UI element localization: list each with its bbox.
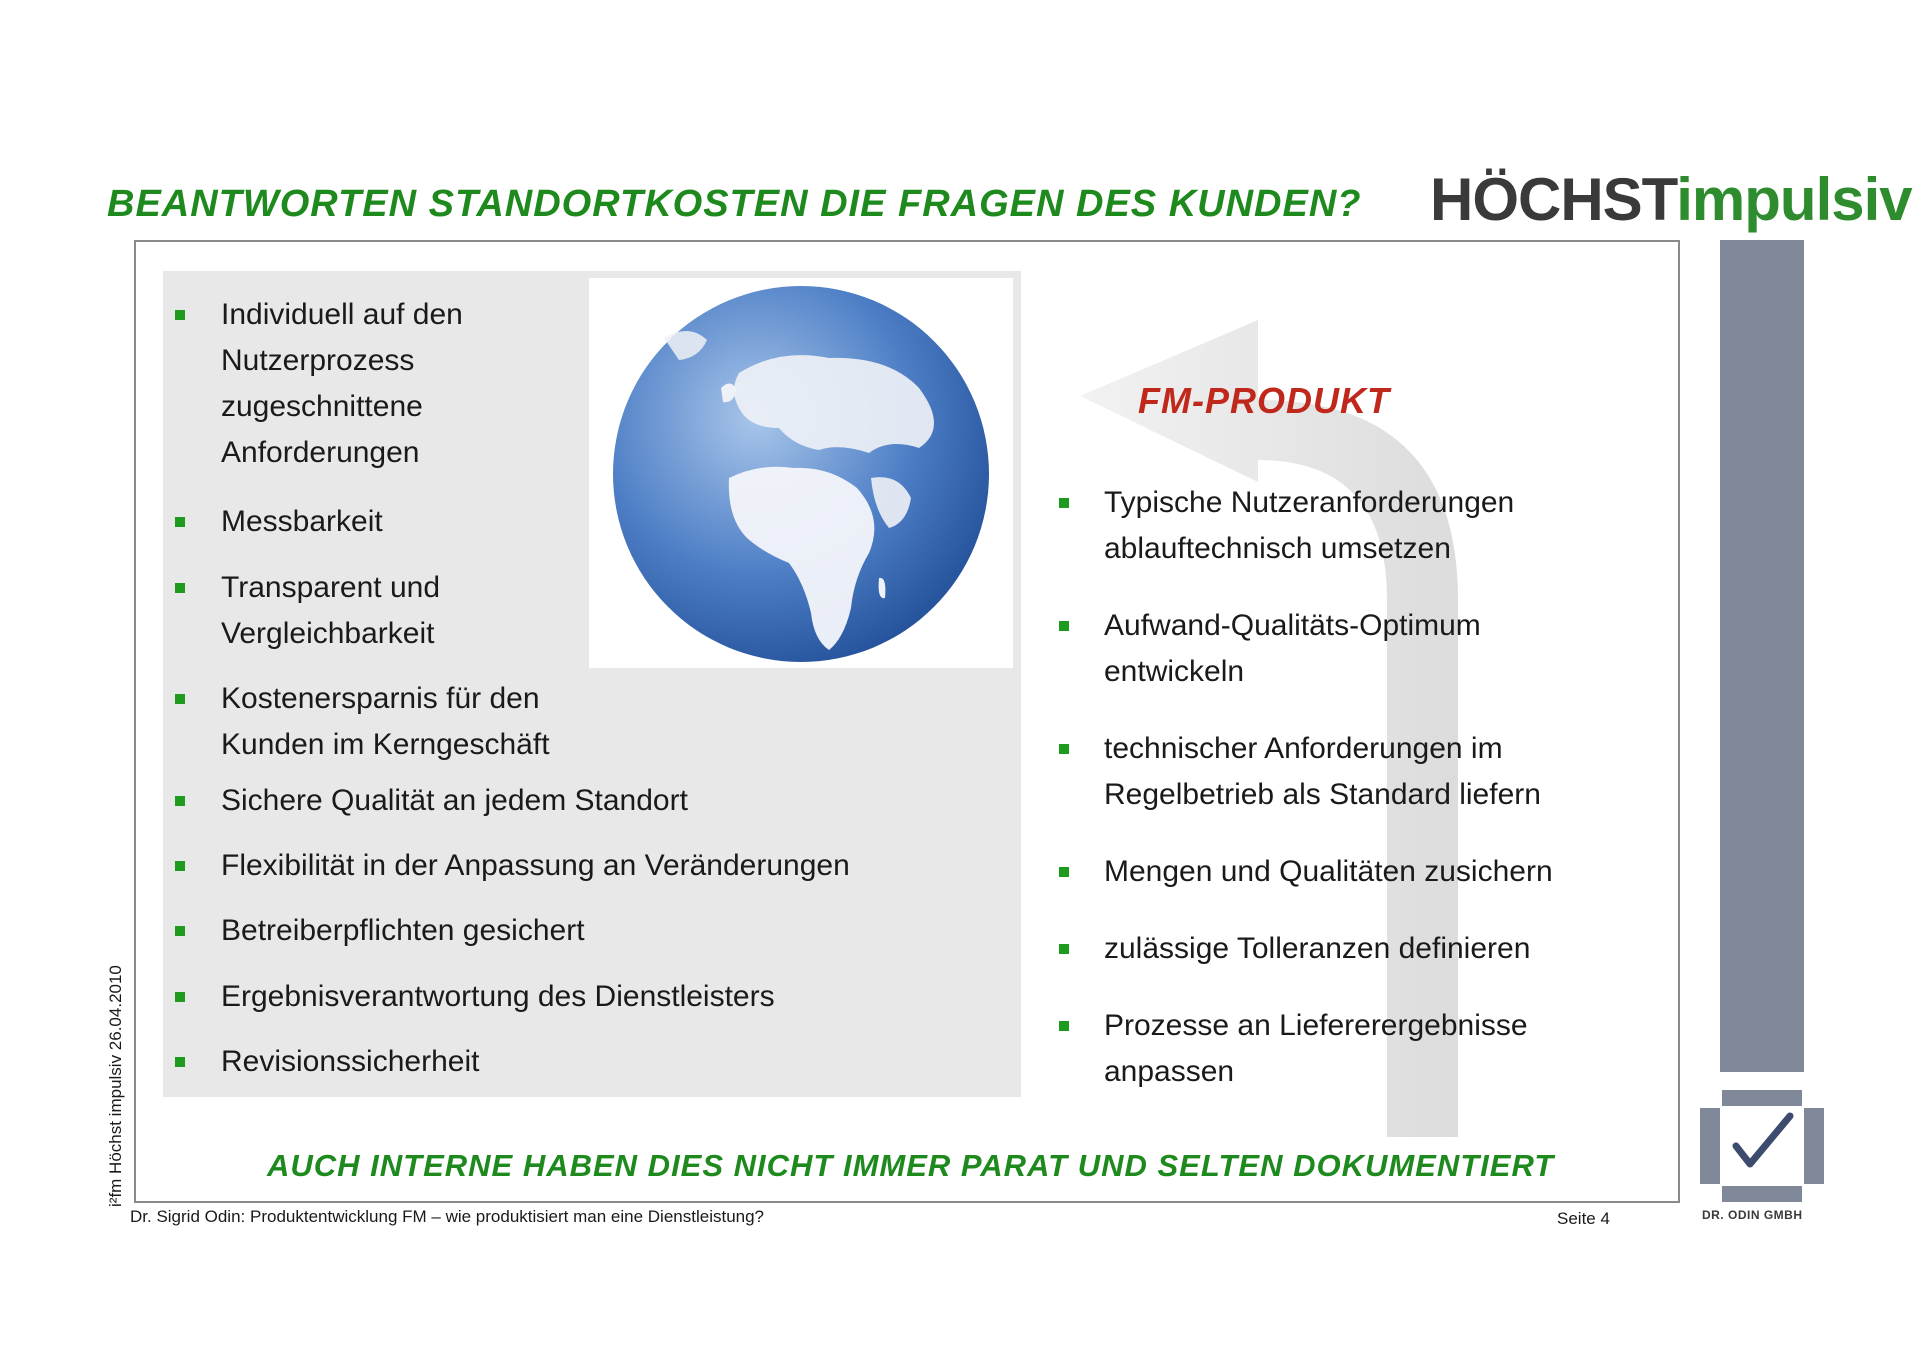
list-item-line: Revisionssicherheit (221, 1045, 480, 1078)
list-item-line: entwickeln (1104, 655, 1245, 688)
company-name: DR. ODIN GMBH (1702, 1208, 1803, 1222)
sidebar-bar (1720, 240, 1804, 1072)
logo-part-impulsiv: impulsiv (1676, 166, 1912, 233)
list-item-line: Ergebnisverantwortung des Dienstleisters (221, 980, 775, 1013)
bullet-square-icon (175, 517, 185, 527)
list-item-line: anpassen (1104, 1055, 1235, 1088)
list-item-line: Sichere Qualität an jedem Standort (221, 784, 688, 817)
page-number: Seite 4 (1557, 1209, 1610, 1228)
bullet-square-icon (175, 583, 185, 593)
list-item-line: Betreiberpflichten gesichert (221, 914, 585, 947)
fm-produkt-label: FM-PRODUKT (1138, 380, 1390, 421)
footer-text: Dr. Sigrid Odin: Produktentwicklung FM – wie produktisiert man eine Dienstleistung? (130, 1207, 765, 1226)
bullet-square-icon (1059, 498, 1069, 508)
bullet-square-icon (175, 992, 185, 1002)
list-item-line: Prozesse an Liefererergebnisse (1104, 1009, 1528, 1042)
bullet-square-icon (1059, 621, 1069, 631)
list-item-line: Mengen und Qualitäten zusichern (1104, 855, 1553, 888)
list-item-line: Nutzerprozess (221, 344, 415, 377)
bullet-square-icon (175, 694, 185, 704)
globe-icon (589, 278, 1013, 668)
list-item-line: Kostenersparnis für den (221, 682, 540, 715)
list-item-line: Aufwand-Qualitäts-Optimum (1104, 609, 1481, 642)
bullet-square-icon (175, 1057, 185, 1067)
list-item-line: Flexibilität in der Anpassung an Veränderungen (221, 849, 850, 882)
list-item-line: Typische Nutzeranforderungen (1104, 486, 1515, 519)
list-item-line: Messbarkeit (221, 505, 383, 538)
checkmark-badge (1700, 1090, 1824, 1202)
list-item-line: Transparent und (221, 571, 441, 604)
list-item-line: ablauftechnisch umsetzen (1104, 532, 1451, 565)
bullet-square-icon (175, 926, 185, 936)
list-item-line: Anforderungen (221, 436, 420, 469)
list-item-line: Individuell auf den (221, 298, 463, 331)
bullet-square-icon (1059, 744, 1069, 754)
globe-image (589, 278, 1013, 668)
list-item-line: Kunden im Kerngeschäft (221, 728, 550, 761)
list-item-line: zugeschnittene (221, 390, 423, 423)
slide-title: BEANTWORTEN STANDORTKOSTEN DIE FRAGEN DES KUNDEN? (107, 183, 1362, 225)
list-item-line: zulässige Tolleranzen definieren (1104, 932, 1531, 965)
list-item-line: technischer Anforderungen im (1104, 732, 1503, 765)
company-logo (1430, 165, 1912, 234)
bullet-square-icon (175, 796, 185, 806)
bullet-square-icon (175, 310, 185, 320)
list-item-line: Regelbetrieb als Standard liefern (1104, 778, 1541, 811)
bullet-square-icon (1059, 867, 1069, 877)
bullet-square-icon (1059, 1021, 1069, 1031)
bullet-square-icon (175, 861, 185, 871)
bottom-statement: AUCH INTERNE HABEN DIES NICHT IMMER PARAT UND SELTEN DOKUMENTIERT (267, 1148, 1555, 1183)
logo-part-hoechst: HÖCHST (1430, 166, 1677, 233)
bullet-square-icon (1059, 944, 1069, 954)
vertical-date-label: i²fm Höchst impulsiv 26.04.2010 (106, 965, 125, 1207)
list-item-line: Vergleichbarkeit (221, 617, 435, 650)
